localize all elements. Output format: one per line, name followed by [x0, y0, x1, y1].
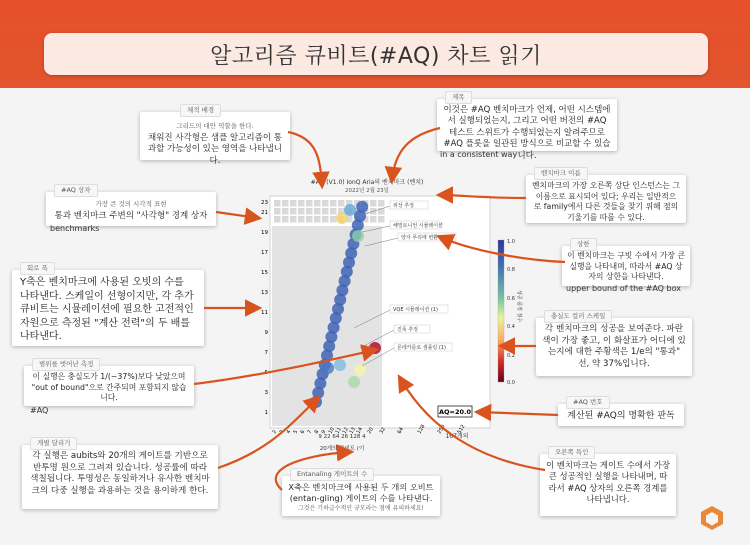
note-label: 오른쪽 특인 — [548, 446, 595, 459]
note-body: 이 실행은 충실도가 1/(~37%)보다 낮았으며 "out of bound"으로 간주되며 포함되지 않습니다. — [31, 372, 187, 403]
grid-square — [290, 200, 297, 207]
y-tick: 7 — [264, 350, 268, 356]
benchmark-run-dot — [369, 342, 381, 354]
grid-square — [314, 216, 321, 223]
grid-square — [322, 216, 329, 223]
callout-vqe: VQE 시뮬레이션 (1) — [393, 307, 438, 313]
note-label: 개별 달리기 — [30, 437, 77, 450]
grid-square — [298, 208, 305, 215]
x-tick: 128 — [416, 423, 427, 435]
volumetric-area — [272, 226, 382, 426]
note-title-overflow: in a consistent way — [440, 150, 518, 159]
x-tick: 2 — [271, 429, 279, 435]
note-volumetric-background — [140, 106, 290, 166]
grid-square — [306, 208, 313, 215]
grid-square — [282, 208, 289, 215]
note-label: 충실도 컬러 스케일 — [544, 310, 612, 323]
cbar-tick: 0.0 — [507, 380, 515, 386]
y-axis-ticks — [261, 200, 269, 416]
note-upper-overflow: upper bound of the #AQ box — [566, 284, 681, 293]
x-tick: 20 — [366, 426, 375, 435]
note-body: 벤치마크의 가장 오른쪽 상단 인스턴스는 그 이름으로 표시되어 있다; 우리는 일반적으로 family에서 다른 것들을 찾기 위해 점의 기울기를 따를 수 있다. — [532, 181, 680, 222]
x-axis-title: 20개의 큐비트 (이 — [319, 446, 365, 452]
grid-square — [378, 200, 385, 207]
grid-square — [290, 216, 297, 223]
note-body: 각 벤치마크의 성공을 보여준다. 파란색이 가장 좋고, 이 화살표가 어디에 있는지에 대한 주황색은 1/e의 "통과" 선, 약 37%입니다. — [542, 324, 686, 369]
grid-square — [274, 216, 281, 223]
y-tick: 5 — [264, 370, 268, 376]
note-body: 이 벤치마크는 구빗 수에서 가장 큰 실행을 나타내며, 따라서 #AQ 상자의 상한을 나타낸다. — [567, 251, 685, 282]
note-aq-box-overflow: benchmarks — [50, 224, 100, 233]
callout-phase-estimation: 위상 추정 — [393, 203, 414, 209]
note-label: 상한 — [570, 238, 597, 251]
y-tick: 15 — [261, 270, 268, 276]
note-label: #AQ 번호 — [566, 396, 610, 409]
callout-amplitude: 진폭 추정 — [397, 327, 418, 333]
callout-montecarlo: 몬테카를로 샘플링 (1) — [397, 345, 446, 351]
grid-square — [370, 200, 377, 207]
grid-square — [282, 216, 289, 223]
y-tick: 23 — [261, 200, 268, 206]
x-tick: 3 — [278, 429, 286, 435]
y-tick: 9 — [264, 330, 268, 336]
page-title: 알고리즘 큐비트(#AQ) 차트 읽기 — [44, 33, 708, 75]
note-out-of-range — [24, 360, 194, 406]
note-aq-box — [46, 186, 216, 226]
grid-square — [274, 208, 281, 215]
y-tick: 19 — [261, 230, 268, 236]
note-label: 제목 — [445, 91, 472, 104]
note-out-of-range-overflow: #AQ — [30, 406, 49, 415]
grid-square — [306, 200, 313, 207]
x-tick: 14 — [355, 426, 364, 435]
grid-square — [298, 216, 305, 223]
cbar-tick: 0.4 — [507, 324, 515, 330]
note-label: 체적 배경 — [180, 104, 221, 117]
y-tick: 13 — [261, 290, 268, 296]
grid-square — [378, 216, 385, 223]
note-body: Y축은 벤치마크에 사용된 오빗의 수를 나타낸다. 스케일이 선형이지만, 각 추가 큐비트는 시뮬레이션에 필요한 고전적인 자원으로 측정된 "계산 전력"의 두 배를 나타낸다. — [20, 277, 194, 342]
x-tick: 5 — [292, 429, 300, 435]
x-axis-tail: 167개의 — [445, 433, 469, 440]
grid-square — [330, 208, 337, 215]
note-color-scale — [536, 312, 692, 376]
aq-badge: AQ=20.0 — [438, 408, 472, 416]
y-tick: 3 — [264, 390, 268, 396]
cbar-tick: 0.6 — [507, 296, 515, 302]
x-tick: 11 — [334, 426, 343, 435]
note-label: 범위를 벗어난 측정 — [32, 358, 100, 371]
cbar-tick: 1.0 — [507, 239, 515, 245]
grid-square — [298, 200, 305, 207]
grid-square — [290, 208, 297, 215]
x-tick: 8 — [313, 429, 321, 435]
colorbar — [498, 240, 504, 382]
note-aq-number — [558, 398, 684, 426]
callout-qft: 양자 푸리에 변환 (1) — [401, 235, 447, 241]
note-label: 벤치마크 이름 — [534, 167, 588, 180]
colorbar-ticks — [507, 239, 515, 386]
logo-icon — [700, 505, 724, 531]
x-tick: 6 — [299, 429, 307, 435]
x-tick: 32 — [378, 426, 387, 435]
grid-square — [314, 208, 321, 215]
grid-square — [370, 216, 377, 223]
grid-square — [314, 200, 321, 207]
note-body: 각 실행은 aubits와 20개의 게이트를 기반으로 반투명 원으로 그려져 있습니다. 성공률에 따라 색칠됩니다. 투명성은 동일하거나 유사한 벤치마크의 다중 실행을 과용하는 것을 용이하게 한다. — [30, 451, 210, 496]
grid-square — [322, 208, 329, 215]
note-sub: 가장 큰 것의 시각적 표현 — [95, 200, 167, 208]
note-circuit-width — [12, 264, 204, 346]
note-body: X축은 벤치마크에 사용된 두 개의 오비트(entan-gling) 게이트의 수를 나타낸다. — [288, 482, 434, 504]
x-tick: 64 — [396, 426, 405, 435]
note-body: 통과 벤치마크 주변의 "사각형" 경계 상자 — [54, 210, 208, 221]
y-tick: 17 — [261, 250, 268, 256]
grid-square — [338, 200, 345, 207]
x-tick: 512 — [456, 423, 467, 435]
benchmark-run-dot — [344, 204, 356, 216]
y-tick: 11 — [261, 310, 268, 316]
note-benchmark-name — [526, 169, 686, 223]
grid-square — [274, 200, 281, 207]
benchmark-run-dot — [356, 201, 368, 213]
y-tick: 21 — [261, 210, 268, 216]
chart-header: #AQ (V1.0) IonQ Aria의 벤치마크 (벤치) — [310, 179, 424, 186]
x-tick: 4 — [285, 429, 293, 435]
note-label: 회로 폭 — [20, 262, 55, 275]
cbar-tick: 0.2 — [507, 353, 515, 359]
note-individual-runs — [22, 439, 218, 509]
x-tick: 13 — [348, 426, 357, 435]
benchmark-run-dot — [322, 362, 334, 374]
note-body: 이 벤치마크는 게이트 수에서 가장 큰 성공적인 실행을 나타내며, 따라서 #AQ 상자의 오른쪽 경계를 나타냅니다. — [546, 460, 670, 505]
y-tick: 1 — [264, 410, 268, 416]
aq-chart — [250, 170, 520, 460]
chart-date: 2022년 2월 23일 — [345, 188, 389, 194]
note-body: 계산된 #AQ의 명확한 판독 — [567, 411, 675, 421]
grid-square — [322, 200, 329, 207]
x-caption: 9 22 64 26 128 4 — [318, 434, 366, 440]
grid-square — [306, 216, 313, 223]
colorbar-label: 성공 품질 점수 — [516, 290, 522, 323]
note-body: 채워진 사각형은 샘플 알고리즘이 통과할 가능성이 있는 영역을 나타냅니다. — [148, 132, 282, 166]
x-tick: 256 — [436, 423, 447, 435]
grid-square — [282, 200, 289, 207]
note-entangling-sub: 그것은 기하급수적인 규모라는 점에 유의하세요! — [298, 505, 424, 512]
x-tick: 9 — [320, 429, 328, 435]
x-tick: 10 — [327, 426, 336, 435]
note-right-boundary — [540, 448, 676, 516]
benchmark-run-dot — [334, 359, 346, 371]
benchmark-run-dot — [354, 364, 366, 376]
note-upper-bound — [562, 240, 690, 286]
grid-square — [330, 200, 337, 207]
note-body: 이것은 #AQ 벤치마크가 언제, 어떤 시스템에서 실행되었는지, 그리고 어떤 버전의 #AQ 테스트 스위트가 수행되었는지 알려주므로 #AQ 플롯을 일관된 방식으로 비교할 수 있습니다. — [443, 105, 611, 161]
benchmark-run-dot — [348, 376, 360, 388]
cbar-tick: 0.8 — [507, 267, 515, 273]
note-sub: 그리드의 대안 역할을 한다. — [176, 122, 254, 130]
grid-square — [330, 216, 337, 223]
note-label: Entanaling 게이트의 수 — [290, 468, 374, 481]
callout-hamiltonian: 해밀토니언 시뮬레이션 — [393, 223, 443, 229]
x-tick: 12 — [341, 426, 350, 435]
note-label: #AQ 상자 — [54, 184, 98, 197]
x-tick: 7 — [306, 429, 314, 435]
